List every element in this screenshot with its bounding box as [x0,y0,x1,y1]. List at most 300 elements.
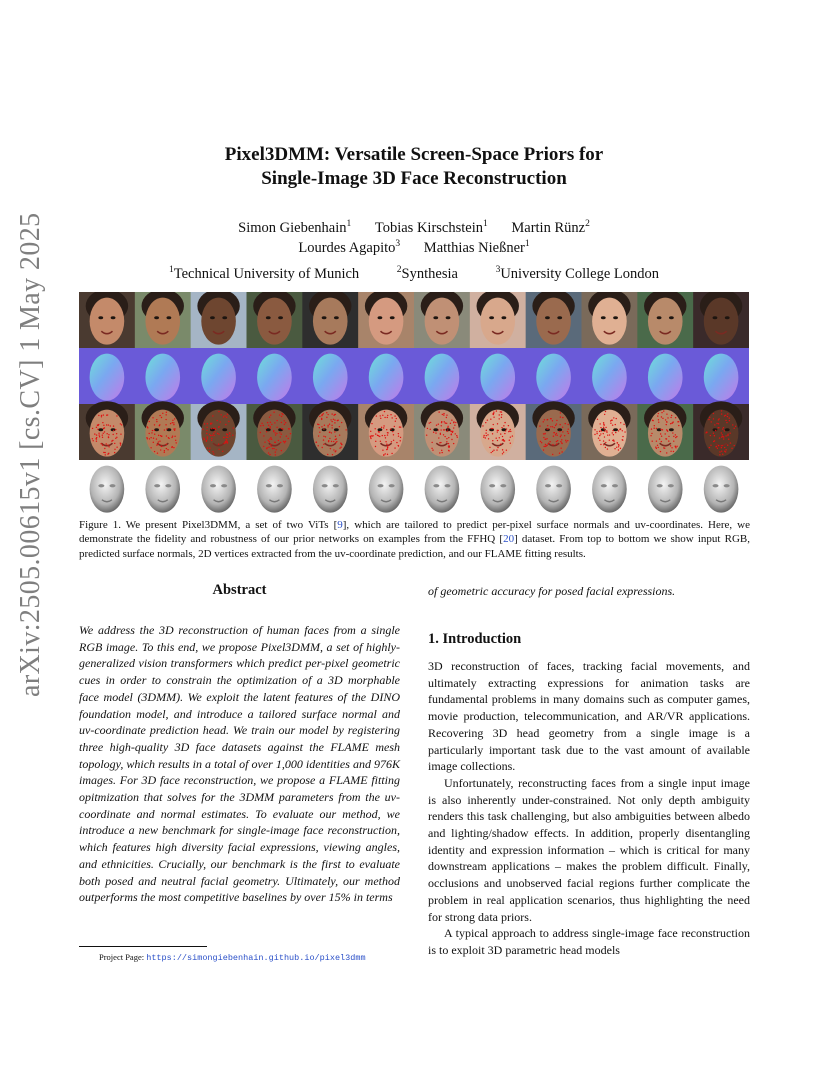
vertex-dot [510,436,511,437]
vertex-dot [441,422,442,423]
vertex-dot [613,441,614,442]
vertex-dot [662,429,663,430]
face [201,298,236,345]
vertex-dot [660,429,661,430]
vertex-dot [103,414,104,415]
vertex-dot [102,422,103,423]
vertex-dot [375,428,376,429]
vertex-dot [603,440,604,441]
vertex-dot [543,421,544,422]
vertex-dot [654,425,655,426]
vertex-dot [170,423,171,424]
abstract-text: We address the 3D reconstruction of human faces from a single RGB image. To this end, we propose Pixel3DMM, a set of highly-generalized vision transformers which predict per-pixel geometric cues in order to constrain the optimization of a 3D morphable face model (3DMM). We exploit the latent features of the DINO foundation model, and introduce a tailored surface normal and uv-coordinate prediction head. We train our model by registering three high-quality 3D face datasets against the FLAME mesh topology, which results in a total of over 1,000 identities and 976K images. For 3D face reconstruction, we propose a FLAME fitting opitmization that solves for the 3DMM parameters from the uv-coordinate and normal estimates. To evaluate our method, we introduce a new benchmark for single-image face reconstruction, which features high diversity facial expressions, viewing angles, and ethnicities. Crucially, our benchmark is the first to evaluate both posed and neutral facial geometry. Ultimately, our method outperforms the most competitive baselines by over 15% in terms [79,623,400,905]
vertex-dot [371,435,372,436]
eye [98,316,103,319]
figure-cell [302,292,358,349]
vertex-dot [723,427,724,428]
vertex-dot [370,438,371,439]
vertex-dot [156,419,157,420]
vertex-dot [438,411,439,412]
vertex-dot [204,439,205,440]
vertex-dot [724,451,725,452]
vertex-dot [566,441,567,442]
vertex-dot [328,441,329,442]
vertex-dot [430,422,431,423]
vertex-dot [384,435,385,436]
vertex-dot [269,438,270,439]
vertex-dot [727,413,728,414]
eye [154,316,159,319]
vertex-dot [267,422,268,423]
vertex-dot [264,441,265,442]
project-page-link[interactable]: https://simongiebenhain.github.io/pixel3dmm [146,953,366,963]
figure-cell [358,401,414,460]
vertex-dot [509,430,510,431]
vertex-dot [620,448,621,449]
vertex-dot [156,421,157,422]
vertex-dot [599,431,600,432]
face [90,298,125,345]
vertex-dot [717,448,718,449]
vertex-dot [116,447,117,448]
vertex-dot [113,425,114,426]
vertex-dot [383,425,384,426]
vertex-dot [448,447,449,448]
vertex-dot [96,438,97,439]
vertex-dot [543,449,544,450]
vertex-dot [562,417,563,418]
vertex-dot [333,419,334,420]
vertex-dot [233,427,234,428]
vertex-dot [722,434,723,435]
vertex-dot [562,431,563,432]
mesh-eye [98,484,104,487]
vertex-dot [387,454,388,455]
vertex-dot [376,415,377,416]
vertex-dot [319,416,320,417]
vertex-dot [556,443,557,444]
vertex-dot [99,436,100,437]
vertex-dot [657,445,658,446]
vertex-dot [218,433,219,434]
vertex-dot [604,436,605,437]
vertex-dot [722,454,723,455]
eye [657,316,662,319]
vertex-dot [427,428,428,429]
vertex-dot [113,434,114,435]
figure-cell [135,292,191,349]
vertex-dot [108,453,109,454]
vertex-dot [502,436,503,437]
vertex-dot [659,438,660,439]
vertex-dot [331,441,332,442]
vertex-dot [274,442,275,443]
vertex-dot [656,440,657,441]
vertex-dot [164,452,165,453]
vertex-dot [391,453,392,454]
vertex-dot [550,418,551,419]
vertex-dot [670,451,671,452]
vertex-dot [395,421,396,422]
vertex-dot [501,414,502,415]
vertex-dot [718,418,719,419]
vertex-dot [441,425,442,426]
vertex-dot [339,426,340,427]
vertex-dot [616,418,617,419]
vertex-dot [446,438,447,439]
vertex-dot [676,436,677,437]
vertex-dot [548,443,549,444]
vertex-dot [446,431,447,432]
face [592,298,627,345]
vertex-dot [546,438,547,439]
vertex-dot [285,422,286,423]
vertex-dot [92,440,93,441]
vertex-dot [721,413,722,414]
citation-link[interactable]: 20 [503,533,515,546]
vertex-dot [678,421,679,422]
figure-cell [582,348,638,405]
figure-cell [191,292,247,349]
vertex-dot [166,412,167,413]
vertex-dot [562,426,563,427]
vertex-dot [387,447,388,448]
vertex-dot [675,434,676,435]
vertex-dot [455,422,456,423]
eye [669,316,674,319]
vertex-dot [210,435,211,436]
vertex-dot [658,419,659,420]
vertex-dot [623,424,624,425]
vertex-dot [339,434,340,435]
vertex-dot [227,442,228,443]
vertex-dot [559,424,560,425]
vertex-dot [335,442,336,443]
face [369,466,404,513]
face [648,354,683,401]
vertex-dot [227,414,228,415]
vertex-dot [387,448,388,449]
vertex-dot [165,414,166,415]
vertex-dot [453,443,454,444]
vertex-dot [331,425,332,426]
vertex-dot [166,448,167,449]
vertex-dot [102,434,103,435]
vertex-dot [325,436,326,437]
vertex-dot [380,418,381,419]
face [425,298,460,345]
vertex-dot [545,438,546,439]
vertex-dot [174,428,175,429]
vertex-dot [105,454,106,455]
vertex-dot [148,433,149,434]
vertex-dot [392,431,393,432]
author: Lourdes Agapito$^3$ [298,239,401,256]
vertex-dot [269,427,270,428]
vertex-dot [92,428,93,429]
vertex-dot [605,442,606,443]
vertex-dot [152,417,153,418]
vertex-dot [274,422,275,423]
vertex-dot [111,440,112,441]
vertex-dot [609,434,610,435]
vertex-dot [150,447,151,448]
vertex-dot [209,434,210,435]
vertex-dot [333,441,334,442]
vertex-dot [173,447,174,448]
vertex-dot [279,414,280,415]
vertex-dot [714,435,715,436]
vertex-dot [485,437,486,438]
vertex-dot [207,423,208,424]
vertex-dot [226,417,227,418]
vertex-dot [603,427,604,428]
vertex-dot [724,447,725,448]
vertex-dot [375,433,376,434]
figure-cell [470,292,526,349]
title-line-1: Pixel3DMM: Versatile Screen-Space Priors for [224,144,604,165]
vertex-dot [664,433,665,434]
vertex-dot [284,424,285,425]
vertex-dot [565,423,566,424]
vertex-dot [713,418,714,419]
vertex-dot [269,441,270,442]
eye [334,428,339,431]
vertex-dot [721,410,722,411]
vertex-dot [391,417,392,418]
vertex-dot [597,419,598,420]
vertex-dot [719,454,720,455]
vertex-dot [335,436,336,437]
vertex-dot [436,424,437,425]
vertex-dot [443,434,444,435]
vertex-dot [668,436,669,437]
figure-cell [247,460,303,516]
vertex-dot [101,415,102,416]
vertex-dot [599,423,600,424]
eye [166,316,171,319]
vertex-dot [567,424,568,425]
figure-cell [79,348,135,405]
vertex-dot [378,431,379,432]
face [536,354,571,401]
vertex-dot [510,442,511,443]
vertex-dot [670,423,671,424]
vertex-dot [94,433,95,434]
vertex-dot [601,430,602,431]
vertex-dot [215,429,216,430]
section-heading-introduction: 1. Introduction [428,631,522,647]
face [536,298,571,345]
affiliations [0,264,828,284]
vertex-dot [108,434,109,435]
author: Tobias Kirschstein$^1$ [374,219,488,236]
vertex-dot [492,428,493,429]
vertex-dot [711,421,712,422]
affiliation: $^1$Technical University of Munich [169,265,360,282]
vertex-dot [510,431,511,432]
vertex-dot [671,422,672,423]
vertex-dot [106,424,107,425]
vertex-dot [394,447,395,448]
vertex-dot [171,446,172,447]
vertex-dot [214,431,215,432]
vertex-dot [432,449,433,450]
vertex-dot [209,451,210,452]
vertex-dot [289,428,290,429]
vertex-dot [149,421,150,422]
paragraph: Unfortunately, reconstructing faces from a single input image is also inherently under-constrained. Not only depth ambiguity renders this task challenging, but also ambiguities between albedo and lighting/shadow effects. In addition, properly disentangling identity and expression information – which is critical for many downstream applications – makes the problem difficult. Finally, occlusions and unobserved facial regions further complicate the problem in real application scenarios, thus highlighting the need for strong data priors. [428,775,750,924]
vertex-dot [260,425,261,426]
vertex-dot [452,431,453,432]
vertex-dot [493,424,494,425]
vertex-dot [279,432,280,433]
vertex-dot [286,436,287,437]
vertex-dot [607,448,608,449]
vertex-dot [220,414,221,415]
vertex-dot [618,444,619,445]
vertex-dot [613,434,614,435]
vertex-dot [102,444,103,445]
vertex-dot [275,451,276,452]
vertex-dot [725,415,726,416]
vertex-dot [431,442,432,443]
vertex-dot [223,443,224,444]
vertex-dot [727,434,728,435]
vertex-dot [213,433,214,434]
eye [278,316,283,319]
vertex-dot [158,435,159,436]
authors-row-2 [0,238,828,258]
vertex-dot [500,411,501,412]
vertex-dot [268,447,269,448]
vertex-dot [429,422,430,423]
mesh-eye [266,484,272,487]
vertex-dot [106,414,107,415]
vertex-dot [483,436,484,437]
vertex-dot [430,429,431,430]
mesh-eye [545,484,551,487]
vertex-dot [327,426,328,427]
eye [489,316,494,319]
vertex-dot [657,415,658,416]
vertex-dot [159,415,160,416]
vertex-dot [656,428,657,429]
vertex-dot [164,429,165,430]
vertex-dot [447,426,448,427]
vertex-dot [620,422,621,423]
vertex-dot [370,435,371,436]
vertex-dot [271,446,272,447]
vertex-dot [149,438,150,439]
vertex-dot [508,425,509,426]
vertex-dot [556,420,557,421]
vertex-dot [733,428,734,429]
vertex-dot [398,433,399,434]
vertex-dot [394,426,395,427]
vertex-dot [600,427,601,428]
vertex-dot [596,431,597,432]
eye [433,428,438,431]
vertex-dot [509,439,510,440]
vertex-dot [270,444,271,445]
vertex-dot [390,429,391,430]
figure-cell [693,460,749,516]
vertex-dot [714,424,715,425]
vertex-dot [229,432,230,433]
vertex-dot [670,445,671,446]
vertex-dot [499,437,500,438]
vertex-dot [223,437,224,438]
vertex-dot [218,443,219,444]
figure-cell [135,348,191,405]
vertex-dot [543,437,544,438]
vertex-dot [387,445,388,446]
vertex-dot [225,441,226,442]
vertex-dot [715,430,716,431]
vertex-dot [157,444,158,445]
vertex-dot [490,418,491,419]
vertex-dot [160,449,161,450]
mesh-eye [154,484,160,487]
vertex-dot [501,417,502,418]
figure-cell [637,348,693,405]
author: Martin Rünz$^2$ [511,219,590,236]
vertex-dot [375,441,376,442]
vertex-dot [398,445,399,446]
eye [613,316,618,319]
vertex-dot [268,440,269,441]
vertex-dot [281,422,282,423]
vertex-dot [727,435,728,436]
figure-cell [247,292,303,349]
vertex-dot [174,436,175,437]
vertex-dot [167,449,168,450]
citation-link[interactable]: 9 [337,519,343,531]
vertex-dot [497,447,498,448]
vertex-dot [512,435,513,436]
vertex-dot [603,444,604,445]
vertex-dot [560,441,561,442]
vertex-dot [333,449,334,450]
vertex-dot [719,451,720,452]
vertex-dot [341,422,342,423]
vertex-dot [443,413,444,414]
figure-cell [135,460,191,516]
vertex-dot [334,431,335,432]
mesh-eye [489,484,495,487]
vertex-dot [317,445,318,446]
face [201,466,236,513]
vertex-dot [278,440,279,441]
vertex-dot [600,444,601,445]
vertex-dot [556,435,557,436]
mesh-eye [221,484,227,487]
vertex-dot [280,442,281,443]
vertex-dot [339,447,340,448]
vertex-dot [722,428,723,429]
face [369,298,404,345]
vertex-dot [387,415,388,416]
vertex-dot [666,424,667,425]
vertex-dot [103,428,104,429]
vertex-dot [263,446,264,447]
figure-cell [470,401,526,460]
vertex-dot [324,425,325,426]
vertex-dot [337,420,338,421]
vertex-dot [502,449,503,450]
vertex-dot [493,412,494,413]
